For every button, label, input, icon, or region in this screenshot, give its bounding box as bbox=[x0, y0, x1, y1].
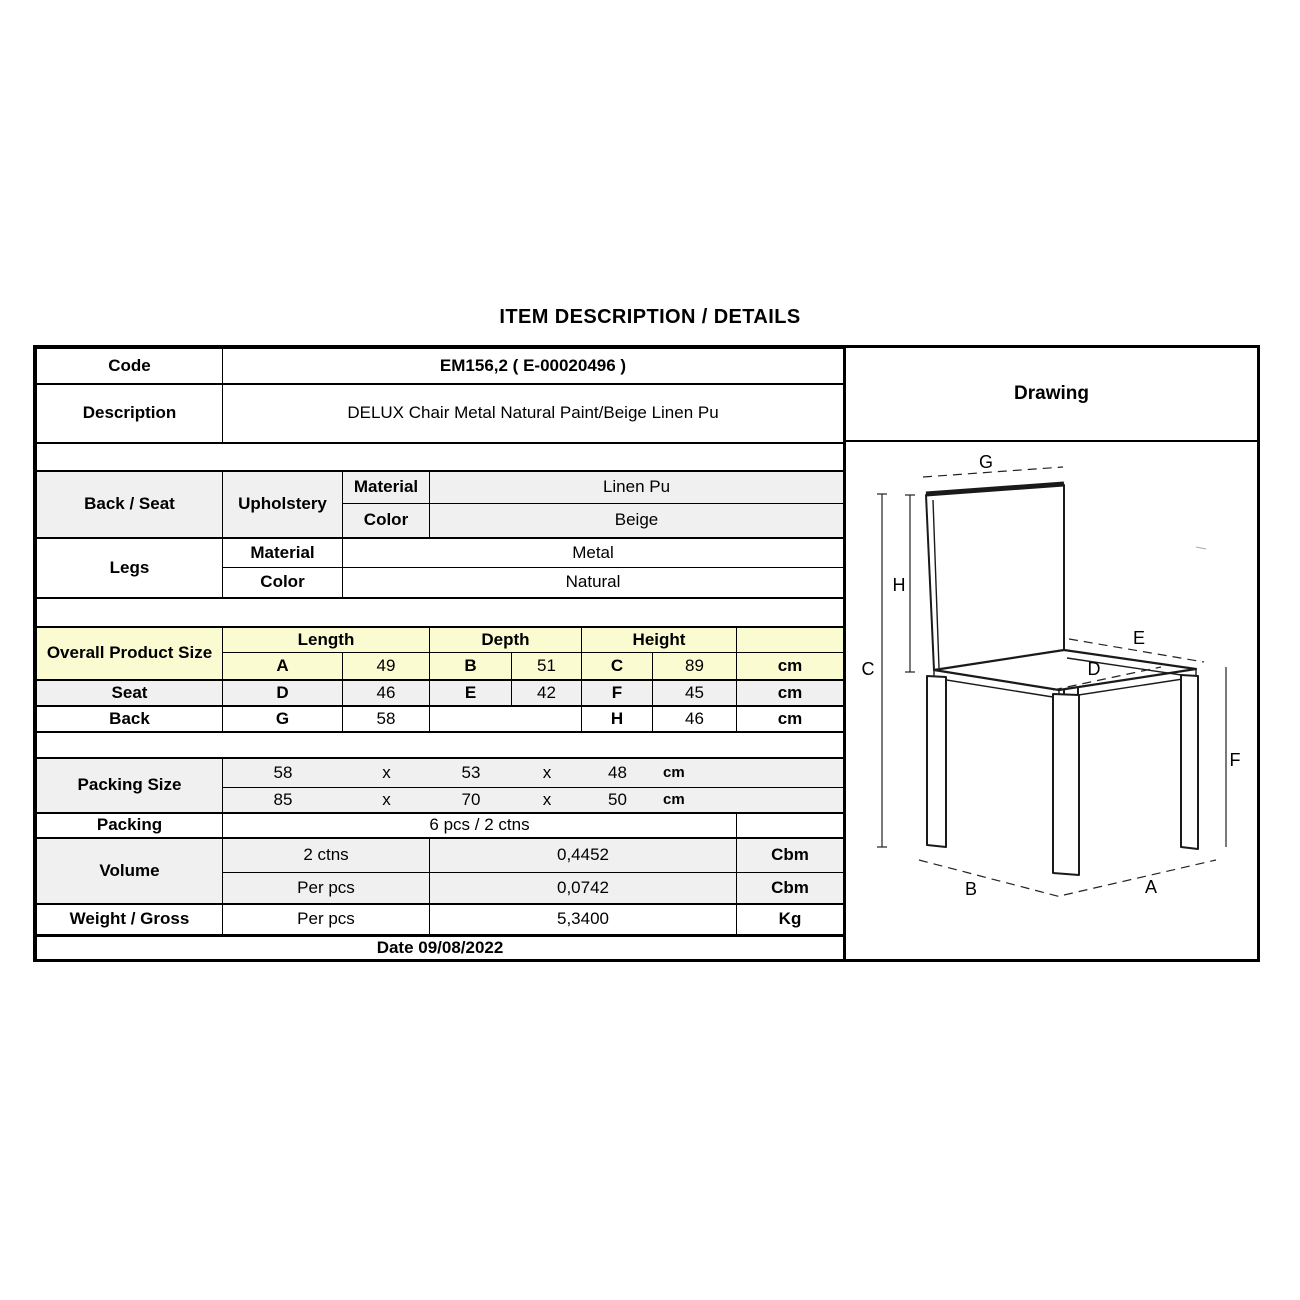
packing-dim: 58 bbox=[273, 762, 293, 782]
back-seat-material-row bbox=[37, 471, 844, 504]
dim-label-F: F bbox=[1229, 750, 1241, 770]
dim-value-C: 89 bbox=[653, 653, 737, 680]
packing-size-values-1 bbox=[223, 758, 844, 788]
dim-letter-H: H bbox=[582, 706, 653, 732]
packing-row bbox=[37, 813, 844, 838]
packing-dim: 85 bbox=[273, 789, 293, 809]
dim-label-D: D bbox=[1087, 659, 1101, 679]
volume-label: Volume bbox=[37, 838, 223, 904]
legs-color-value: Natural bbox=[343, 568, 844, 598]
code-label: Code bbox=[37, 349, 223, 384]
upholstery-color-label: Color bbox=[343, 504, 430, 538]
back-size-row bbox=[37, 706, 844, 732]
description-row bbox=[37, 384, 844, 443]
unit-cm: cm bbox=[663, 764, 685, 782]
unit-cbm: Cbm bbox=[737, 838, 844, 873]
dim-letter-G: G bbox=[223, 706, 343, 732]
weight-label: Weight / Gross bbox=[37, 904, 223, 936]
weight-qty: Per pcs bbox=[223, 904, 430, 936]
dim-line-A bbox=[1064, 860, 1216, 895]
dim-letter-F: F bbox=[582, 680, 653, 706]
code-value: EM156,2 ( E-00020496 ) bbox=[223, 349, 844, 384]
legs-label: Legs bbox=[37, 538, 223, 598]
unit-cm: cm bbox=[737, 706, 844, 732]
dim-value-H: 46 bbox=[653, 706, 737, 732]
dim-letter-B: B bbox=[430, 653, 512, 680]
chair-drawing bbox=[846, 442, 1259, 957]
back-size-empty bbox=[430, 706, 582, 732]
dim-value-B: 51 bbox=[512, 653, 582, 680]
dim-label-C: C bbox=[861, 659, 875, 679]
dim-letter-C: C bbox=[582, 653, 653, 680]
seat-size-row bbox=[37, 680, 844, 706]
overall-size-label: Overall Product Size bbox=[37, 627, 223, 680]
dim-line-B bbox=[919, 860, 1061, 897]
unit-cm: cm bbox=[737, 653, 844, 680]
chair-right-leg bbox=[1181, 675, 1198, 849]
dim-value-G: 58 bbox=[343, 706, 430, 732]
upholstery-material-label: Material bbox=[343, 471, 430, 504]
spec-table bbox=[36, 348, 844, 960]
dim-letter-A: A bbox=[223, 653, 343, 680]
dim-value-E: 42 bbox=[512, 680, 582, 706]
legs-material-label: Material bbox=[223, 538, 343, 568]
weight-row bbox=[37, 904, 844, 936]
spacer-row bbox=[37, 598, 844, 627]
packing-size-values-2 bbox=[223, 788, 844, 813]
spacer-cell bbox=[37, 443, 844, 471]
dim-value-F: 45 bbox=[653, 680, 737, 706]
packing-x: x bbox=[382, 762, 391, 782]
drawing-area bbox=[846, 442, 1257, 959]
chair-left-leg bbox=[927, 676, 946, 847]
packing-x: x bbox=[542, 762, 552, 782]
drawing-title: Drawing bbox=[846, 348, 1257, 442]
unit-kg: Kg bbox=[737, 904, 844, 936]
back-label: Back bbox=[37, 706, 223, 732]
packing-x: x bbox=[382, 789, 391, 809]
size-header-row bbox=[37, 627, 844, 653]
packing-dim: 70 bbox=[461, 789, 481, 809]
size-header-empty bbox=[737, 627, 844, 653]
dim-label-B: B bbox=[965, 879, 978, 899]
volume-row-1 bbox=[37, 838, 844, 873]
packing-size-row-1 bbox=[37, 758, 844, 788]
volume-value-1: 0,4452 bbox=[430, 838, 737, 873]
description-value: DELUX Chair Metal Natural Paint/Beige Linen Pu bbox=[223, 384, 844, 443]
seat-label: Seat bbox=[37, 680, 223, 706]
dim-letter-D: D bbox=[223, 680, 343, 706]
back-seat-label: Back / Seat bbox=[37, 471, 223, 538]
volume-qty-2: Per pcs bbox=[223, 873, 430, 904]
packing-label: Packing bbox=[37, 813, 223, 838]
packing-dim: 50 bbox=[608, 789, 627, 809]
page-title: ITEM DESCRIPTION / DETAILS bbox=[499, 306, 801, 328]
dim-label-G: G bbox=[979, 452, 994, 472]
weight-value: 5,3400 bbox=[430, 904, 737, 936]
spacer-row bbox=[37, 732, 844, 758]
packing-dim: 48 bbox=[608, 762, 627, 782]
date-row bbox=[37, 936, 844, 960]
dim-value-D: 46 bbox=[343, 680, 430, 706]
date-value: Date 09/08/2022 bbox=[37, 936, 844, 960]
height-header: Height bbox=[582, 627, 737, 653]
packing-size-label: Packing Size bbox=[37, 758, 223, 813]
upholstery-label: Upholstery bbox=[223, 471, 343, 538]
dim-letter-E: E bbox=[430, 680, 512, 706]
legs-material-value: Metal bbox=[343, 538, 844, 568]
chair-front-leg bbox=[1053, 694, 1079, 875]
legs-color-label: Color bbox=[223, 568, 343, 598]
packing-value: 6 pcs / 2 ctns bbox=[223, 813, 737, 838]
upholstery-color-value: Beige bbox=[430, 504, 844, 538]
volume-value-2: 0,0742 bbox=[430, 873, 737, 904]
dim-label-E: E bbox=[1133, 628, 1146, 648]
unit-cm: cm bbox=[663, 791, 685, 809]
chair-backrest bbox=[926, 485, 1064, 670]
code-row bbox=[37, 349, 844, 384]
dim-value-A: 49 bbox=[343, 653, 430, 680]
length-header: Length bbox=[223, 627, 430, 653]
packing-dim: 53 bbox=[461, 762, 481, 782]
upholstery-material-value: Linen Pu bbox=[430, 471, 844, 504]
spacer-row bbox=[37, 443, 844, 471]
stray-mark bbox=[1196, 547, 1206, 549]
dim-label-A: A bbox=[1145, 877, 1158, 897]
unit-cbm: Cbm bbox=[737, 873, 844, 904]
packing-empty bbox=[737, 813, 844, 838]
spacer-cell bbox=[37, 732, 844, 758]
description-label: Description bbox=[37, 384, 223, 443]
drawing-panel bbox=[844, 348, 1257, 959]
unit-cm: cm bbox=[737, 680, 844, 706]
depth-header: Depth bbox=[430, 627, 582, 653]
spec-table-container bbox=[33, 345, 1260, 962]
packing-x: x bbox=[542, 789, 552, 809]
legs-material-row bbox=[37, 538, 844, 568]
spacer-cell bbox=[37, 598, 844, 627]
volume-qty-1: 2 ctns bbox=[223, 838, 430, 873]
dim-label-H: H bbox=[892, 575, 906, 595]
